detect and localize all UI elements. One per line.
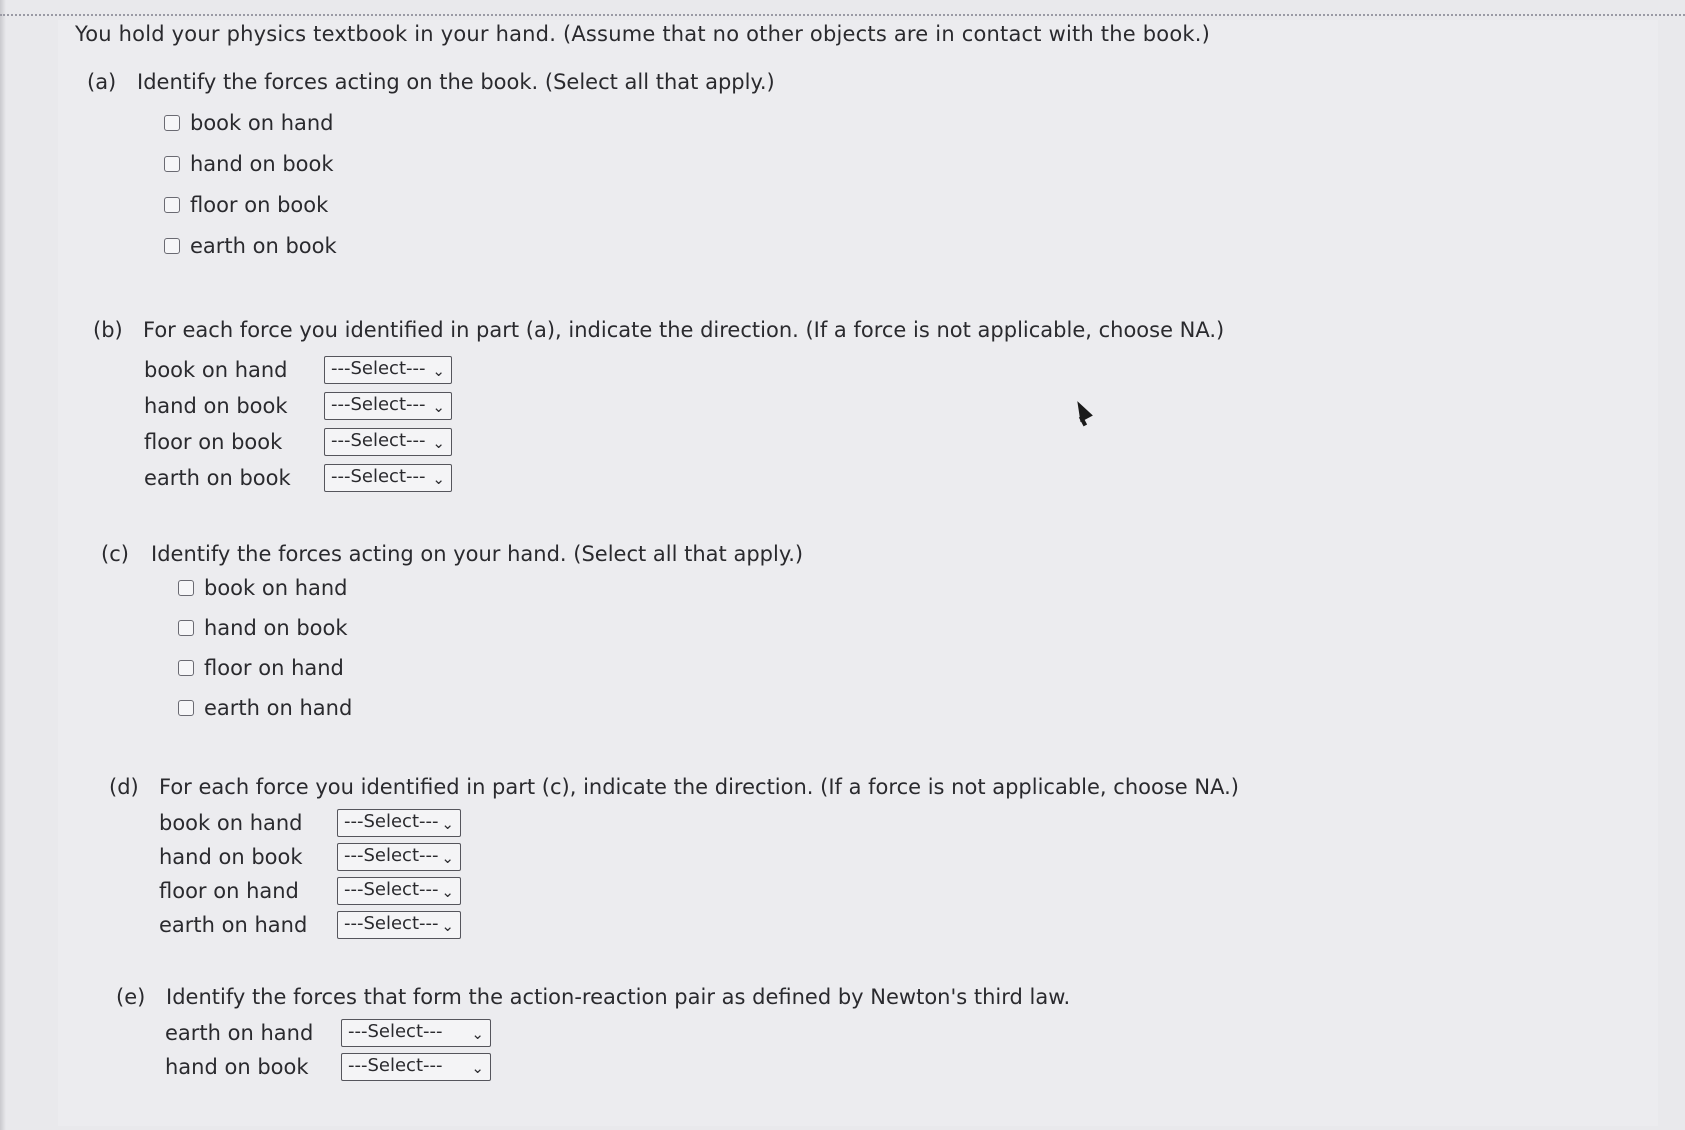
part-a-prompt: Identify the forces acting on the book. (Select all that apply.) [137, 70, 775, 94]
part-d-label: (d) [109, 775, 139, 799]
part-a-heading [87, 70, 775, 94]
force-label: hand on book [165, 1055, 309, 1079]
part-e-prompt: Identify the forces that form the action-reaction pair as defined by Newton's third law. [166, 985, 1071, 1009]
direction-select[interactable] [324, 464, 452, 492]
force-label: floor on hand [159, 879, 299, 903]
part-e-label: (e) [116, 985, 146, 1009]
option-earth-on-hand[interactable] [178, 688, 352, 728]
pair-row [165, 1050, 491, 1084]
part-d-directions [159, 806, 461, 942]
direction-row [144, 424, 452, 460]
checkbox[interactable] [164, 115, 180, 131]
force-label: book on hand [159, 811, 303, 835]
part-b-label: (b) [93, 318, 123, 342]
chevron-down-icon: ⌄ [432, 398, 445, 416]
force-label: hand on book [144, 394, 288, 418]
force-label: earth on hand [165, 1021, 314, 1045]
select-value: ---Select--- [348, 1021, 443, 1042]
option-book-on-hand[interactable] [178, 568, 352, 608]
select-value: ---Select--- [344, 879, 439, 900]
screen-edge [0, 0, 6, 1130]
part-b-heading [93, 318, 1224, 342]
option-book-on-hand[interactable] [164, 102, 337, 143]
select-value: ---Select--- [344, 811, 439, 832]
chevron-down-icon: ⌄ [432, 362, 445, 380]
option-label: floor on hand [204, 656, 344, 680]
direction-row [159, 806, 461, 840]
part-e-pairs [165, 1016, 491, 1084]
direction-row [159, 874, 461, 908]
pair-row [165, 1016, 491, 1050]
direction-select[interactable] [337, 843, 461, 871]
option-floor-on-book[interactable] [164, 184, 337, 225]
option-label: book on hand [190, 110, 334, 135]
part-c-options [178, 568, 352, 728]
select-value: ---Select--- [331, 466, 426, 487]
force-label: book on hand [144, 358, 288, 382]
direction-row [144, 352, 452, 388]
option-earth-on-book[interactable] [164, 225, 337, 266]
option-label: floor on book [190, 192, 329, 217]
option-label: hand on book [204, 616, 348, 640]
select-value: ---Select--- [331, 430, 426, 451]
part-a-label: (a) [87, 70, 117, 94]
option-label: hand on book [190, 151, 334, 176]
option-label: earth on hand [204, 696, 353, 720]
checkbox[interactable] [164, 238, 180, 254]
part-d-prompt: For each force you identified in part (c), indicate the direction. (If a force is not applicable, choose NA.) [159, 775, 1239, 799]
part-c-heading [101, 542, 803, 566]
question-stem: You hold your physics textbook in your hand. (Assume that no other objects are in contact with the book.) [75, 22, 1211, 46]
checkbox[interactable] [178, 580, 194, 596]
direction-row [144, 460, 452, 496]
option-label: book on hand [204, 576, 348, 600]
direction-row [144, 388, 452, 424]
force-label: earth on hand [159, 913, 308, 937]
option-floor-on-hand[interactable] [178, 648, 352, 688]
chevron-down-icon: ⌄ [441, 849, 454, 867]
select-value: ---Select--- [331, 394, 426, 415]
direction-select[interactable] [324, 428, 452, 456]
part-b-directions [144, 352, 452, 496]
chevron-down-icon: ⌄ [441, 917, 454, 935]
chevron-down-icon: ⌄ [471, 1025, 484, 1043]
option-hand-on-book[interactable] [178, 608, 352, 648]
part-a-options [164, 102, 337, 266]
checkbox[interactable] [178, 620, 194, 636]
part-d-heading [109, 775, 1239, 799]
direction-select[interactable] [324, 392, 452, 420]
checkbox[interactable] [178, 700, 194, 716]
pair-select[interactable] [341, 1019, 491, 1047]
chevron-down-icon: ⌄ [441, 883, 454, 901]
top-divider [0, 14, 1685, 16]
part-c-label: (c) [101, 542, 129, 566]
force-label: hand on book [159, 845, 303, 869]
chevron-down-icon: ⌄ [432, 470, 445, 488]
option-hand-on-book[interactable] [164, 143, 337, 184]
select-value: ---Select--- [344, 845, 439, 866]
checkbox[interactable] [164, 156, 180, 172]
direction-row [159, 908, 461, 942]
chevron-down-icon: ⌄ [471, 1059, 484, 1077]
direction-row [159, 840, 461, 874]
direction-select[interactable] [337, 877, 461, 905]
part-e-heading [116, 985, 1070, 1009]
direction-select[interactable] [324, 356, 452, 384]
force-label: earth on book [144, 466, 291, 490]
checkbox[interactable] [178, 660, 194, 676]
part-b-prompt: For each force you identified in part (a), indicate the direction. (If a force is not applicable, choose NA.) [143, 318, 1225, 342]
chevron-down-icon: ⌄ [432, 434, 445, 452]
force-label: floor on book [144, 430, 283, 454]
option-label: earth on book [190, 233, 337, 258]
part-c-prompt: Identify the forces acting on your hand. (Select all that apply.) [151, 542, 804, 566]
chevron-down-icon: ⌄ [441, 815, 454, 833]
pair-select[interactable] [341, 1053, 491, 1081]
checkbox[interactable] [164, 197, 180, 213]
select-value: ---Select--- [331, 358, 426, 379]
select-value: ---Select--- [348, 1055, 443, 1076]
direction-select[interactable] [337, 809, 461, 837]
select-value: ---Select--- [344, 913, 439, 934]
direction-select[interactable] [337, 911, 461, 939]
